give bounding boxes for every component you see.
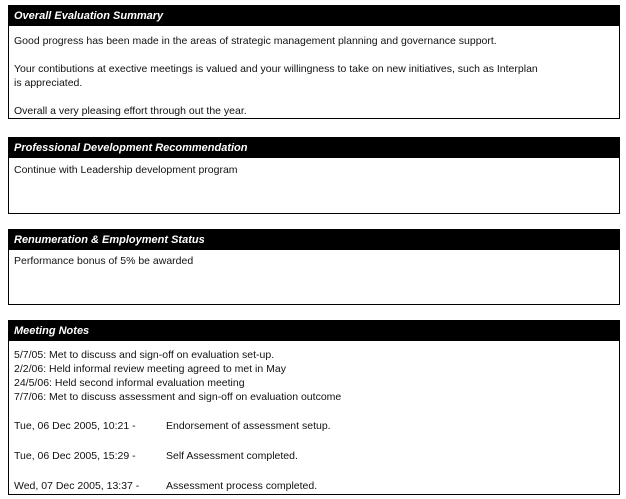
overall-paragraph-2b: is appreciated. [14,77,83,89]
log-entry-1-date: Tue, 06 Dec 2005, 10:21 - [14,420,136,432]
meeting-notes-body [9,341,619,493]
overall-evaluation-header: Overall Evaluation Summary [9,6,619,26]
meeting-notes-header: Meeting Notes [9,321,619,341]
log-entry-3-text: Assessment process completed. [166,480,318,492]
log-entry-2-text: Self Assessment completed. [166,450,298,462]
overall-paragraph-3: Overall a very pleasing effort through out the year. [14,105,247,117]
meeting-notes-section [8,320,620,495]
overall-paragraph-2a: Your contibutions at exective meetings is valued and your willingness to take on new initiatives, such as Interplan [14,63,538,75]
log-entry-1 [14,419,614,433]
overall-evaluation-section [8,5,620,119]
log-entry-2 [14,449,614,463]
log-entry-3 [14,479,614,493]
overall-paragraph-1: Good progress has been made in the areas of strategic management planning and governance support. [14,35,497,47]
professional-development-header: Professional Development Recommendation [9,138,619,158]
log-entry-1-text: Endorsement of assessment setup. [166,420,331,432]
professional-development-text: Continue with Leadership development program [14,164,238,176]
log-entry-3-date: Wed, 07 Dec 2005, 13:37 - [14,480,140,492]
professional-development-section [8,137,620,214]
meeting-note-4: 7/7/06: Met to discuss assessment and sign-off on evaluation outcome [14,391,342,403]
renumeration-text: Performance bonus of 5% be awarded [14,255,194,267]
log-entry-2-date: Tue, 06 Dec 2005, 15:29 - [14,450,136,462]
renumeration-body [9,250,619,268]
meeting-note-1: 5/7/05: Met to discuss and sign-off on evaluation set-up. [14,349,275,361]
professional-development-body [9,158,619,177]
meeting-note-3: 24/5/06: Held second informal evaluation meeting [14,377,245,389]
renumeration-section [8,229,620,305]
meeting-note-2: 2/2/06: Held informal review meeting agreed to met in May [14,363,286,375]
renumeration-header: Renumeration & Employment Status [9,230,619,250]
overall-evaluation-body [9,26,619,118]
